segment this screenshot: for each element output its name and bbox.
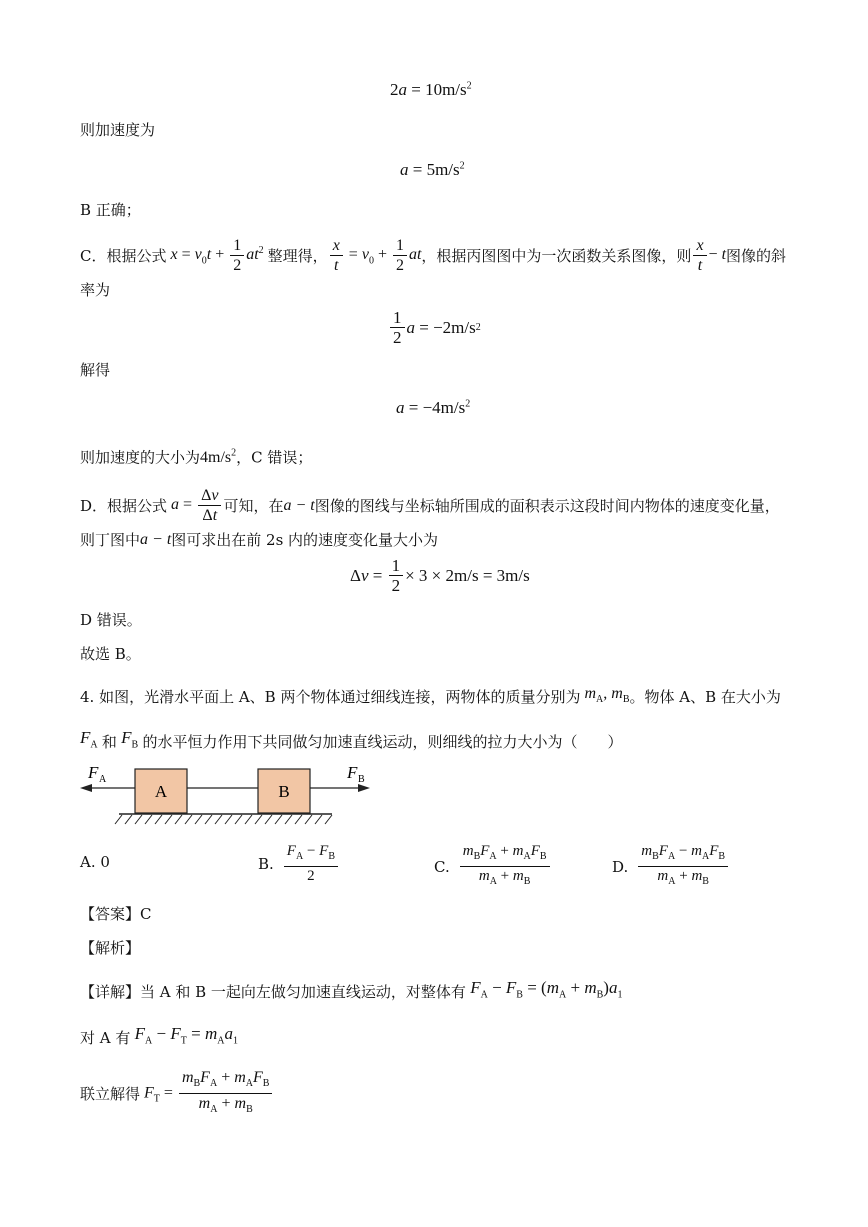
c-mid2: ，根据丙图图中为一次函数关系图像，则 bbox=[421, 246, 692, 265]
formula-a-dv-dt: a = $\frac{\Delta v}{\Delta t}$ bbox=[167, 486, 223, 525]
q-and: 和 bbox=[101, 732, 117, 751]
text-slope: 率为 bbox=[80, 281, 111, 299]
q-fb: $F_B$ bbox=[121, 728, 139, 751]
analysis-label: 【解析】 bbox=[80, 939, 141, 957]
detail-prefix: 【详解】当 A 和 B 一起向左做匀加速直线运动，对整体有 bbox=[80, 982, 466, 1001]
label-fa-sub: A bbox=[99, 774, 107, 785]
d-end: 图像的图线与坐标轴所围成的面积表示这段时间内物体的速度变化量， bbox=[314, 496, 780, 515]
equation-a-neg4: $a = -4m/s^2$ bbox=[396, 398, 471, 417]
c-statement bbox=[80, 236, 786, 275]
text-c-wrong bbox=[80, 444, 312, 468]
q-line2-mid: 的水平恒力作用下共同做匀加速直线运动，则细线的拉力大小为（ ） bbox=[142, 732, 623, 751]
d-at: a − t bbox=[283, 496, 315, 514]
c-prefix: C．根据公式 bbox=[80, 246, 167, 265]
arrow-left-icon bbox=[80, 784, 92, 792]
eq5-rhs: × 3 × 2m/s = 3m/s bbox=[405, 565, 530, 585]
text-d-wrong: D 错误。 bbox=[80, 611, 142, 629]
for-a-prefix: 对 A 有 bbox=[80, 1028, 131, 1047]
q-line1: 4. 如图，光滑水平面上 A、B 两个物体通过细线连接，两物体的质量分别为 bbox=[80, 688, 581, 707]
label-fa: F bbox=[88, 763, 99, 782]
answer-label: 【答案】C bbox=[80, 905, 152, 923]
option-b bbox=[258, 842, 340, 886]
option-d bbox=[612, 842, 730, 891]
blocks-diagram bbox=[74, 758, 384, 830]
label-fb: F bbox=[347, 763, 358, 782]
solve-formula: $F_T$ = $\frac{m_BF_A + m_AF_B}{m_A + m_B}$ bbox=[140, 1068, 274, 1119]
option-c-formula: $\frac{m_BF_A + m_AF_B}{m_A + m_B}$ bbox=[458, 842, 552, 891]
question-line2 bbox=[80, 728, 622, 755]
block-b-label: B bbox=[278, 782, 290, 801]
c-wrong-a: 则加速度的大小为 bbox=[80, 448, 201, 467]
arrow-right-icon bbox=[358, 784, 370, 792]
option-b-label: B. bbox=[258, 855, 274, 873]
option-d-label: D. bbox=[612, 857, 629, 876]
option-b-formula: $\frac{F_A - F_B}{2}$ bbox=[282, 842, 340, 886]
for-a-line bbox=[80, 1024, 238, 1051]
c-end: 图像的斜 bbox=[726, 246, 787, 265]
formula-x-over-t: $\frac{x}{t}$ = $v_0$ + $\frac{1}{2}$ at bbox=[328, 236, 422, 275]
d-statement bbox=[80, 486, 780, 525]
q-line1-end: 。物体 A、B 在大小为 bbox=[629, 688, 781, 707]
option-a: A. 0 bbox=[80, 853, 110, 871]
d-line2b: 图可求出在前 2s 内的速度变化量大小为 bbox=[171, 531, 439, 549]
text-solve: 解得 bbox=[80, 361, 111, 379]
block-a-label: A bbox=[154, 782, 168, 801]
option-c-label: C. bbox=[434, 857, 450, 876]
equation-2a: $2a = 10m/s^2$ bbox=[390, 80, 472, 99]
formula-xt-t: $\frac{x}{t}$ − t bbox=[691, 236, 726, 275]
solve-prefix: 联立解得 bbox=[80, 1084, 141, 1103]
d-line2 bbox=[80, 530, 438, 550]
d-prefix: D．根据公式 bbox=[80, 496, 168, 515]
equation-half-a: $\frac{1}{2}$ a = −2m/s 2 bbox=[388, 308, 481, 347]
q-fa: $F_A$ bbox=[80, 728, 98, 751]
c-mid1: 整理得， bbox=[267, 246, 328, 265]
d-line2a: 则丁图中 bbox=[80, 531, 141, 549]
option-c bbox=[434, 842, 552, 891]
c-wrong-b: ，C 错误； bbox=[236, 448, 313, 467]
option-d-formula: $\frac{m_BF_A - m_AF_B}{m_A + m_B}$ bbox=[636, 842, 730, 891]
text-accel-is: 则加速度为 bbox=[80, 121, 156, 139]
equation-dv: Δ v = $\frac{1}{2}$ × 3 × 2m/s = 3m/s bbox=[350, 556, 530, 595]
ground-hatching bbox=[115, 815, 332, 824]
text-b-correct: B 正确； bbox=[80, 201, 141, 219]
text-choose-b: 故选 B。 bbox=[80, 645, 141, 663]
d-at-2: a − t bbox=[140, 531, 172, 548]
solve-line bbox=[80, 1068, 274, 1119]
formula-x: $x = v_0t$ + $\frac{1}{2}$ $at^2$ bbox=[170, 237, 264, 274]
d-mid: 可知，在 bbox=[223, 496, 284, 515]
detail-line bbox=[80, 978, 622, 1005]
q-masses: $m_A$, $m_B$ bbox=[584, 685, 630, 706]
label-fb-sub: B bbox=[358, 774, 365, 785]
detail-formula: $F_A - F_B = (m_A + m_B)a_1$ bbox=[470, 978, 623, 1001]
for-a-formula: $F_A - F_T = m_Aa_1$ bbox=[134, 1024, 238, 1047]
equation-a-5: $a = 5m/s^2$ bbox=[400, 160, 465, 179]
c-wrong-val: $4m/s^2$ bbox=[200, 448, 237, 467]
question-line1 bbox=[80, 684, 781, 710]
